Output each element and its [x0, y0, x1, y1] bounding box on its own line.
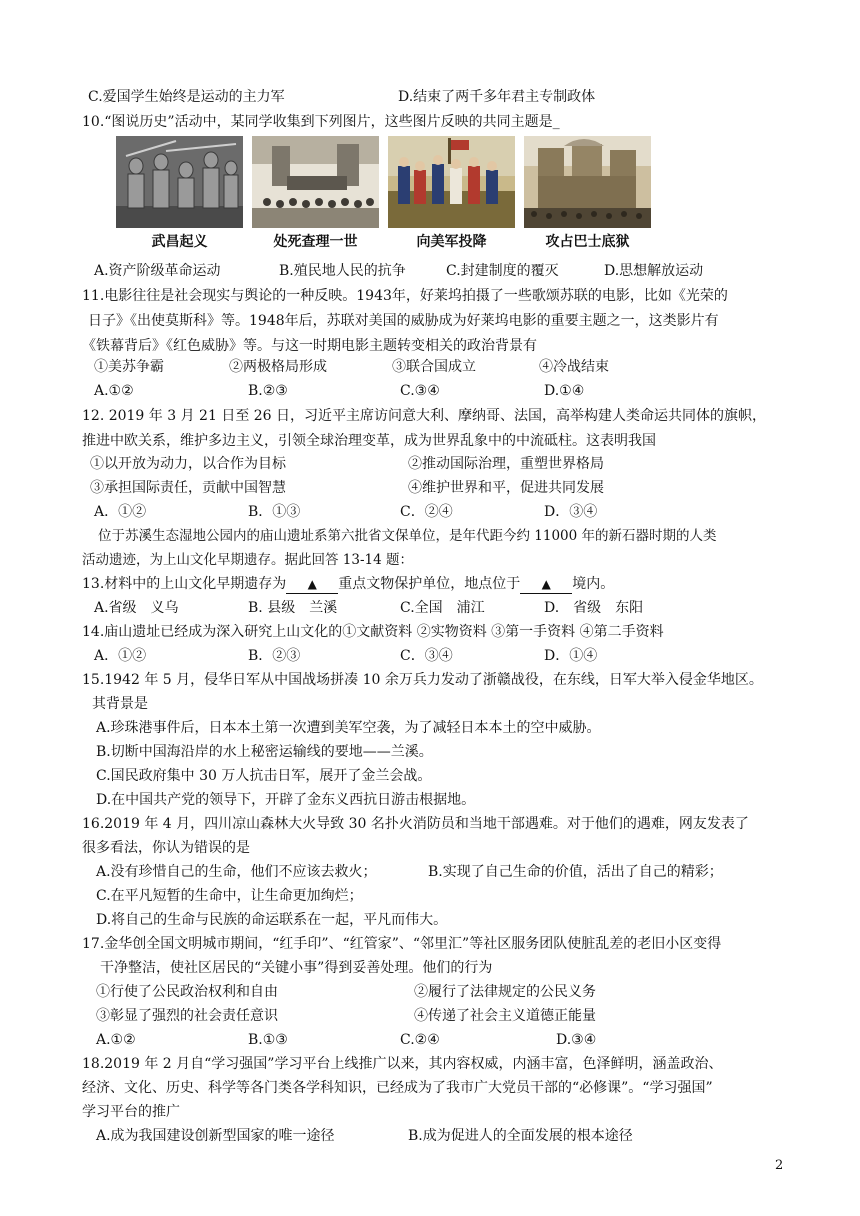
- q12-option-a: A．①②: [94, 504, 147, 520]
- q12-line1: 12. 2019 年 3 月 21 日至 26 日，习近平主席访问意大利、摩纳哥、法国，高举构建人类命运共同体的旗帜，: [82, 408, 767, 424]
- q14-stem: 14.庙山遗址已经成为深入研究上山文化的①文献资料 ②实物资料 ③第一手资料 ④第二手资料: [82, 624, 664, 640]
- q17-option-b: B.①③: [248, 1032, 288, 1048]
- q18-line1: 18.2019 年 2 月自“学习强国”学习平台上线推广以来，其内容权威，内涵丰富，色泽鲜明，涵盖政治、: [82, 1056, 723, 1072]
- q10-option-d: D.思想解放运动: [604, 263, 704, 279]
- q10-caption-1: 武昌起义: [151, 234, 208, 250]
- q13-stem-c: 境内。: [572, 576, 615, 592]
- q13-stem-a: 13.材料中的上山文化早期遗存为: [82, 576, 287, 592]
- q16-line1: 16.2019 年 4 月，四川凉山森林大火导致 30 名扑火消防员和当地干部遇难。对于他们的遇难，网友发表了: [82, 816, 749, 832]
- q17-option-c: C.②④: [400, 1032, 440, 1048]
- q10-caption-4: 攻占巴士底狱: [545, 234, 630, 250]
- q16-option-b: B.实现了自己生命的价值，活出了自己的精彩；: [428, 864, 723, 880]
- q17-item-2: ②履行了法律规定的公民义务: [414, 984, 596, 1000]
- battle-relief-image: [116, 136, 243, 228]
- q11-option-b: B.②③: [248, 383, 288, 399]
- q17-line1: 17.金华创全国文明城市期间，“红手印”、“红管家”、“邻里汇”等社区服务团队使脏乱差的老旧小区变得: [82, 936, 722, 952]
- q12-option-b: B．①③: [248, 504, 301, 520]
- page-number: 2: [775, 1158, 784, 1173]
- q12-item-1: ①以开放为动力，以合作为目标: [90, 456, 286, 472]
- q11-line3: 《铁幕背后》《红色威胁》等。与这一时期电影主题转变相关的政治背景有: [82, 338, 537, 354]
- q18-line3: 学习平台的推广: [82, 1104, 180, 1120]
- q12-option-c: C．②④: [400, 504, 453, 520]
- q13-option-d: D. 省级 东阳: [544, 600, 644, 616]
- q17-item-3: ③彰显了强烈的社会责任意识: [96, 1008, 278, 1024]
- blank-triangle-icon: ▲: [541, 577, 551, 591]
- q10-option-b: B.殖民地人民的抗争: [279, 263, 406, 279]
- q16-option-d: D.将自己的生命与民族的命运联系在一起，平凡而伟大。: [96, 912, 448, 928]
- q13-stem-b: 重点文物保护单位，地点位于: [338, 576, 521, 592]
- q18-line2: 经济、文化、历史、科学等各门类各学科知识，已经成为了我市广大党员干部的“必修课”。“学习强国”: [82, 1080, 713, 1096]
- q17-item-4: ④传递了社会主义道德正能量: [414, 1008, 596, 1024]
- q11-line1: 11.电影往往是社会现实与舆论的一种反映。1943年，好莱坞拍摄了一些歌颂苏联的电影，比如《光荣的: [82, 288, 728, 304]
- q9-option-d: D.结束了两千多年君主专制政体: [398, 89, 596, 105]
- q18-option-b: B.成为促进人的全面发展的根本途径: [408, 1128, 633, 1144]
- bastille-painting-image: [524, 136, 651, 228]
- q10-caption-2: 处死查理一世: [273, 234, 358, 250]
- q11-line2: 日子》《出使莫斯科》等。1948年后，苏联对美国的威胁成为好莱坞电影的重要主题之一，这类影片有: [88, 313, 719, 329]
- q14-option-c: C．③④: [400, 648, 453, 664]
- q15-option-d: D.在中国共产党的领导下，开辟了金东义西抗日游击根据地。: [96, 792, 476, 808]
- q15-option-c: C.国民政府集中 30 万人抗击日军，展开了金兰会战。: [96, 768, 432, 784]
- q12-item-2: ②推动国际治理，重塑世界格局: [408, 456, 604, 472]
- q14-option-b: B．②③: [248, 648, 301, 664]
- q15-line1: 15.1942 年 5 月，侵华日军从中国战场拼凑 10 余万兵力发动了浙赣战役，在东线，日军大举入侵金华地区。: [82, 672, 763, 688]
- q10-option-c: C.封建制度的覆灭: [446, 263, 559, 279]
- q11-item-2: ②两极格局形成: [229, 359, 327, 375]
- q16-line2: 很多看法，你认为错误的是: [82, 840, 250, 856]
- q11-option-c: C.③④: [400, 383, 440, 399]
- q14-option-a: A．①②: [94, 648, 147, 664]
- blank-triangle-icon: ▲: [307, 577, 317, 591]
- q13-blank-1: [286, 575, 338, 594]
- q16-option-c: C.在平凡短暂的生命中，让生命更加绚烂；: [96, 888, 363, 904]
- q15-option-a: A.珍珠港事件后，日本本土第一次遭到美军空袭，为了减轻日本本土的空中威胁。: [96, 720, 601, 736]
- q11-item-4: ④冷战结束: [539, 359, 609, 375]
- q11-option-d: D.①④: [544, 383, 585, 399]
- q16-option-a: A.没有珍惜自己的生命，他们不应该去救火；: [96, 864, 377, 880]
- q14-option-d: D．①④: [544, 648, 598, 664]
- q10-caption-3: 向美军投降: [416, 234, 487, 250]
- q9-option-c: C.爱国学生始终是运动的主力军: [88, 89, 285, 105]
- q10-option-a: A.资产阶级革命运动: [94, 263, 221, 279]
- q11-item-1: ①美苏争霸: [94, 359, 164, 375]
- q13-option-a: A.省级 义乌: [94, 600, 179, 616]
- q13-blank-2: [520, 575, 572, 594]
- q17-line2: 干净整洁，使社区居民的“关键小事”得到妥善处理。他们的行为: [100, 960, 493, 976]
- q15-option-b: B.切断中国海沿岸的水上秘密运输线的要地——兰溪。: [96, 744, 433, 760]
- surrender-painting-image: [388, 136, 515, 228]
- q12-line2: 推进中欧关系，维护多边主义，引领全球治理变革，成为世界乱象中的中流砥柱。这表明我国: [82, 433, 656, 449]
- material-line1: 位于苏溪生态湿地公园内的庙山遗址系第六批省文保单位，是年代距今约 11000 年的新石器时期的人类: [98, 528, 717, 544]
- q17-option-d: D.③④: [556, 1032, 597, 1048]
- q15-line2: 其背景是: [92, 696, 148, 712]
- q13-stem: [82, 573, 614, 595]
- q17-option-a: A.①②: [96, 1032, 136, 1048]
- execution-engraving-image: [252, 136, 379, 228]
- q13-option-b: B. 县级 兰溪: [248, 600, 338, 616]
- q12-option-d: D．③④: [544, 504, 598, 520]
- q10-pictures: [116, 136, 656, 252]
- q18-option-a: A.成为我国建设创新型国家的唯一途径: [96, 1128, 335, 1144]
- q12-item-4: ④维护世界和平，促进共同发展: [408, 480, 604, 496]
- q17-item-1: ①行使了公民政治权利和自由: [96, 984, 278, 1000]
- material-line2: 活动遗迹，为上山文化早期遗存。据此回答 13-14 题：: [82, 552, 413, 568]
- q10-stem: 10.“图说历史”活动中，某同学收集到下列图片，这些图片反映的共同主题是_: [82, 114, 560, 130]
- q11-item-3: ③联合国成立: [392, 359, 476, 375]
- q13-option-c: C.全国 浦江: [400, 600, 485, 616]
- q11-option-a: A.①②: [94, 383, 134, 399]
- q12-item-3: ③承担国际责任，贡献中国智慧: [90, 480, 286, 496]
